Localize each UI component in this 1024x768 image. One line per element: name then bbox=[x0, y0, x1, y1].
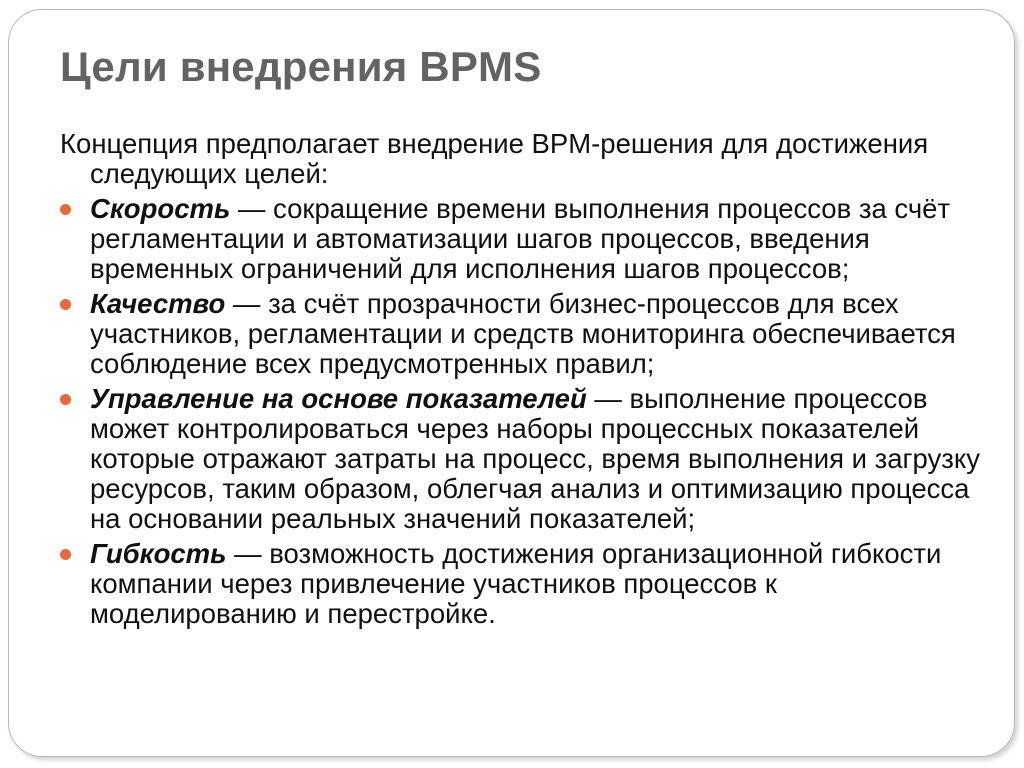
slide-body bbox=[60, 129, 990, 634]
slide-title: Цели внедрения BPMS bbox=[60, 43, 542, 90]
bullet-dot-icon bbox=[60, 549, 71, 560]
goal-term: Управление на основе показателей bbox=[90, 383, 587, 414]
intro-text: Концепция предполагает внедрение BPM-решения для достижения следующих целей: bbox=[60, 128, 929, 189]
goal-item-quality bbox=[60, 289, 990, 379]
bullet-dot-icon bbox=[60, 394, 71, 405]
goal-description: — возможность достижения организационной гибкости компании через привлечение участников процессов к моделированию и перестройке. bbox=[90, 538, 942, 629]
goal-term: Скорость bbox=[90, 193, 231, 224]
goal-item-flexibility bbox=[60, 539, 990, 629]
goal-description: — сокращение времени выполнения процессов за счёт регламентации и автоматизации шагов процессов, введения временных ограничений для исполнения шагов процессов; bbox=[90, 193, 951, 284]
goal-item-speed bbox=[60, 194, 990, 284]
goal-term: Гибкость bbox=[90, 538, 227, 569]
goal-item-metrics bbox=[60, 384, 990, 534]
bullet-dot-icon bbox=[60, 204, 71, 215]
goals-list bbox=[60, 194, 990, 629]
bullet-dot-icon bbox=[60, 299, 71, 310]
goal-term: Качество bbox=[90, 288, 226, 319]
goal-description: — выполнение процессов может контролироваться через наборы процессных показателей которые отражают затраты на процесс, время выполнения и загрузку ресурсов, таким образом, облегчая анализ и оптимизацию процесса на основании реальных значений показателей; bbox=[90, 383, 980, 534]
goal-description: — за счёт прозрачности бизнес-процессов для всех участников, регламентации и средств мониторинга обеспечивается соблюдение всех предусмотренных правил; bbox=[90, 288, 956, 379]
